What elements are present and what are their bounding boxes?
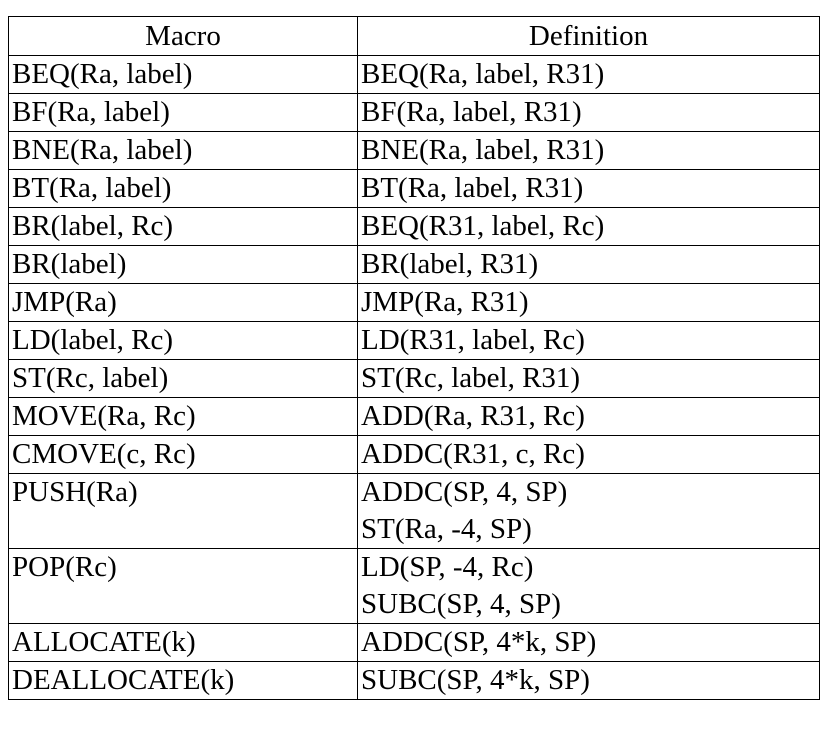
macro-cell — [9, 170, 358, 208]
definition-cell — [358, 322, 820, 360]
definition-line: LD(R31, label, Rc) — [361, 324, 585, 356]
definition-line: BEQ(R31, label, Rc) — [361, 210, 605, 242]
definition-cell — [358, 398, 820, 436]
definition-line: BF(Ra, label, R31) — [361, 96, 582, 128]
macro-text: JMP(Ra) — [12, 286, 117, 318]
table-row — [9, 94, 820, 132]
macro-cell — [9, 474, 358, 549]
macro-cell — [9, 94, 358, 132]
table-row — [9, 322, 820, 360]
macro-text: BEQ(Ra, label) — [12, 58, 193, 90]
definition-cell — [358, 56, 820, 94]
table-row — [9, 549, 820, 624]
macro-text: ALLOCATE(k) — [12, 626, 196, 658]
macro-cell — [9, 322, 358, 360]
table-row — [9, 170, 820, 208]
definition-cell — [358, 549, 820, 624]
macro-text: BT(Ra, label) — [12, 172, 172, 204]
table-row — [9, 284, 820, 322]
definition-cell — [358, 94, 820, 132]
macro-text: BF(Ra, label) — [12, 96, 170, 128]
macro-text: LD(label, Rc) — [12, 324, 174, 356]
macro-cell — [9, 624, 358, 662]
macro-text: BR(label) — [12, 248, 127, 280]
definition-line: BR(label, R31) — [361, 248, 539, 280]
macro-cell — [9, 284, 358, 322]
macro-definition-table — [8, 16, 820, 700]
definition-cell — [358, 474, 820, 549]
table-row — [9, 56, 820, 94]
definition-line: ST(Rc, label, R31) — [361, 362, 581, 394]
table-row — [9, 474, 820, 549]
table-header-row — [9, 17, 820, 56]
definition-line: ST(Ra, -4, SP) — [361, 513, 532, 545]
macro-cell — [9, 398, 358, 436]
definition-line: BNE(Ra, label, R31) — [361, 134, 605, 166]
definition-cell — [358, 170, 820, 208]
definition-cell — [358, 436, 820, 474]
definition-cell — [358, 284, 820, 322]
macro-cell — [9, 662, 358, 700]
macro-text: PUSH(Ra) — [12, 476, 138, 508]
definition-line: ADDC(R31, c, Rc) — [361, 438, 585, 470]
definition-cell — [358, 360, 820, 398]
macro-text: MOVE(Ra, Rc) — [12, 400, 196, 432]
macro-text: POP(Rc) — [12, 551, 117, 583]
definition-line: BEQ(Ra, label, R31) — [361, 58, 605, 90]
macro-cell — [9, 132, 358, 170]
definition-cell — [358, 132, 820, 170]
macro-cell — [9, 246, 358, 284]
table-row — [9, 436, 820, 474]
definition-line: ADD(Ra, R31, Rc) — [361, 400, 585, 432]
definition-cell — [358, 246, 820, 284]
table-row — [9, 662, 820, 700]
table-body — [9, 56, 820, 700]
definition-line: ADDC(SP, 4*k, SP) — [361, 626, 597, 658]
definition-cell — [358, 624, 820, 662]
table-row — [9, 624, 820, 662]
definition-line: SUBC(SP, 4, SP) — [361, 588, 561, 620]
definition-line: SUBC(SP, 4*k, SP) — [361, 664, 590, 696]
definition-line: LD(SP, -4, Rc) — [361, 551, 534, 583]
table-row — [9, 246, 820, 284]
macro-cell — [9, 208, 358, 246]
macro-text: CMOVE(c, Rc) — [12, 438, 196, 470]
definition-cell — [358, 662, 820, 700]
table-row — [9, 208, 820, 246]
macro-text: BNE(Ra, label) — [12, 134, 193, 166]
column-header-definition: Definition — [358, 17, 820, 56]
table-row — [9, 398, 820, 436]
macro-cell — [9, 360, 358, 398]
macro-text: ST(Rc, label) — [12, 362, 169, 394]
definition-line: JMP(Ra, R31) — [361, 286, 529, 318]
column-header-macro: Macro — [9, 17, 358, 56]
macro-cell — [9, 549, 358, 624]
macro-text: BR(label, Rc) — [12, 210, 174, 242]
definition-line: BT(Ra, label, R31) — [361, 172, 584, 204]
table-row — [9, 132, 820, 170]
macro-cell — [9, 56, 358, 94]
macro-cell — [9, 436, 358, 474]
definition-line: ADDC(SP, 4, SP) — [361, 476, 568, 508]
definition-cell — [358, 208, 820, 246]
table-row — [9, 360, 820, 398]
macro-text: DEALLOCATE(k) — [12, 664, 235, 696]
